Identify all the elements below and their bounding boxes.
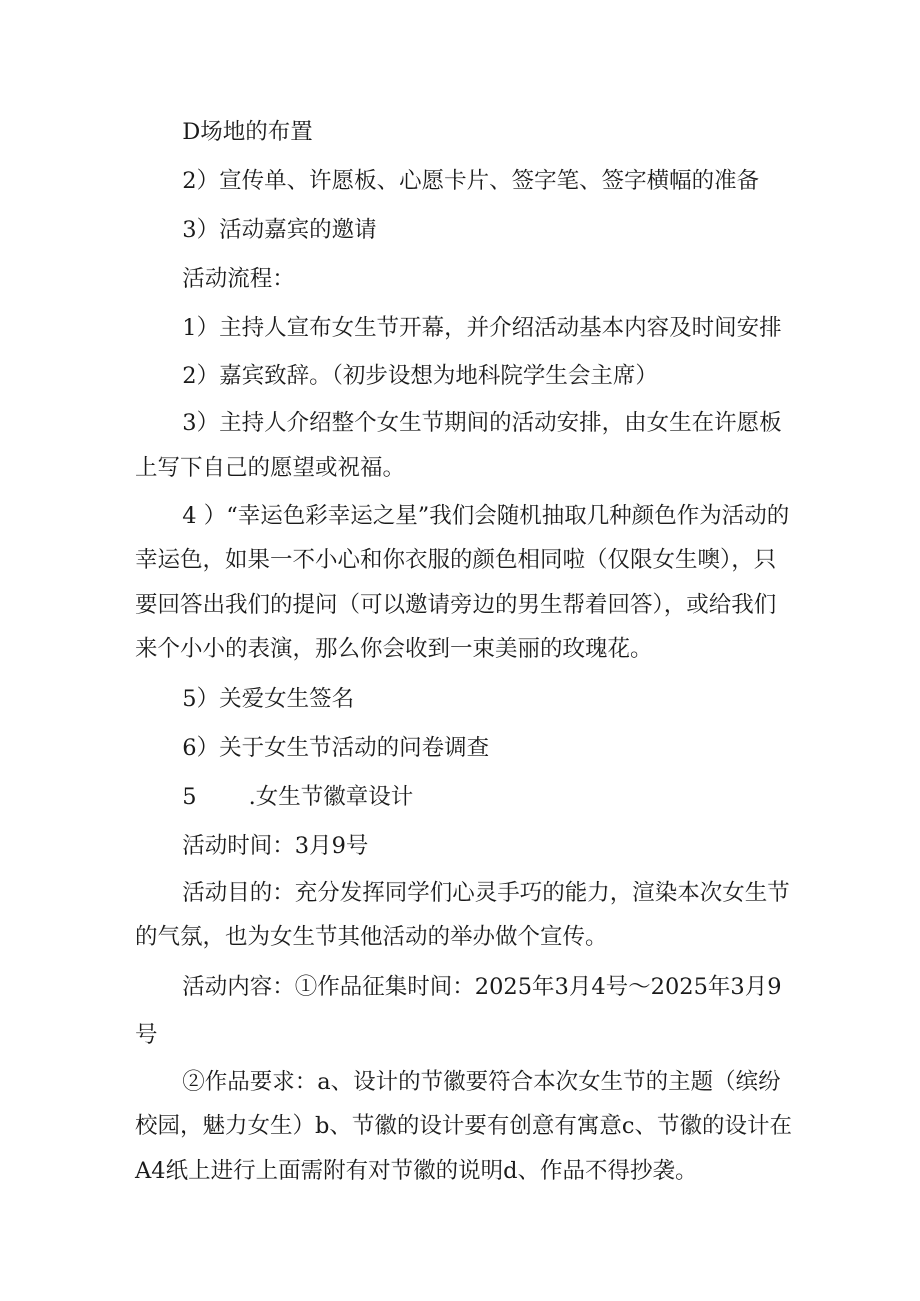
paragraph-activity-flow-heading: 活动流程： bbox=[182, 265, 295, 292]
paragraph-work-requirements: ②作品要求：a、设计的节徽要符合本次女生节的主题（缤纷校园，魅力女生）b、节徽的设计要有创意有寓意c、节徽的设计在A4纸上进行上面需附有对节徽的说明d、作品不得抄袭。 bbox=[135, 1068, 793, 1184]
paragraph-activity-content: 活动内容：①作品征集时间：2025年3月4号～2025年3月9号 bbox=[135, 974, 782, 1049]
section-heading-badge-design bbox=[135, 773, 795, 821]
paragraph-flow-step-5: 5）关爱女生签名 bbox=[182, 686, 355, 713]
paragraph-flow-step-4: 4 ）“幸运色彩幸运之星”我们会随机抽取几种颜色作为活动的幸运色，如果一不小心和你衣服的颜色相同啦（仅限女生噢），只要回答出我们的提问（可以邀请旁边的男生帮着回答），或给我们来个小小的表演，那么你会收到一束美丽的玫瑰花。 bbox=[135, 502, 790, 663]
paragraph-activity-time: 活动时间：3月9号 bbox=[182, 832, 369, 859]
paragraph-flow-step-2: 2）嘉宾致辞。（初步设想为地科院学生会主席） bbox=[182, 363, 658, 390]
paragraph-flow-step-1: 1）主持人宣布女生节开幕，并介绍活动基本内容及时间安排 bbox=[182, 314, 782, 341]
paragraph-materials: 2）宣传单、许愿板、心愿卡片、签字笔、签字横幅的准备 bbox=[182, 167, 760, 194]
paragraph-activity-purpose: 活动目的：充分发挥同学们心灵手巧的能力，渲染本次女生节的气氛，也为女生节其他活动的举办做个宣传。 bbox=[135, 879, 790, 951]
paragraph-flow-step-6: 6）关于女生节活动的问卷调查 bbox=[182, 734, 490, 761]
paragraph-guest-invitation: 3）活动嘉宾的邀请 bbox=[182, 216, 377, 243]
document-body bbox=[135, 108, 795, 1213]
paragraph-venue-setup: D场地的布置 bbox=[182, 119, 313, 145]
paragraph-flow-step-3: 3）主持人介绍整个女生节期间的活动安排，由女生在许愿板上写下自己的愿望或祝福。 bbox=[135, 410, 782, 481]
section-number: 5 bbox=[182, 783, 197, 810]
section-title: .女生节徽章设计 bbox=[248, 783, 414, 810]
